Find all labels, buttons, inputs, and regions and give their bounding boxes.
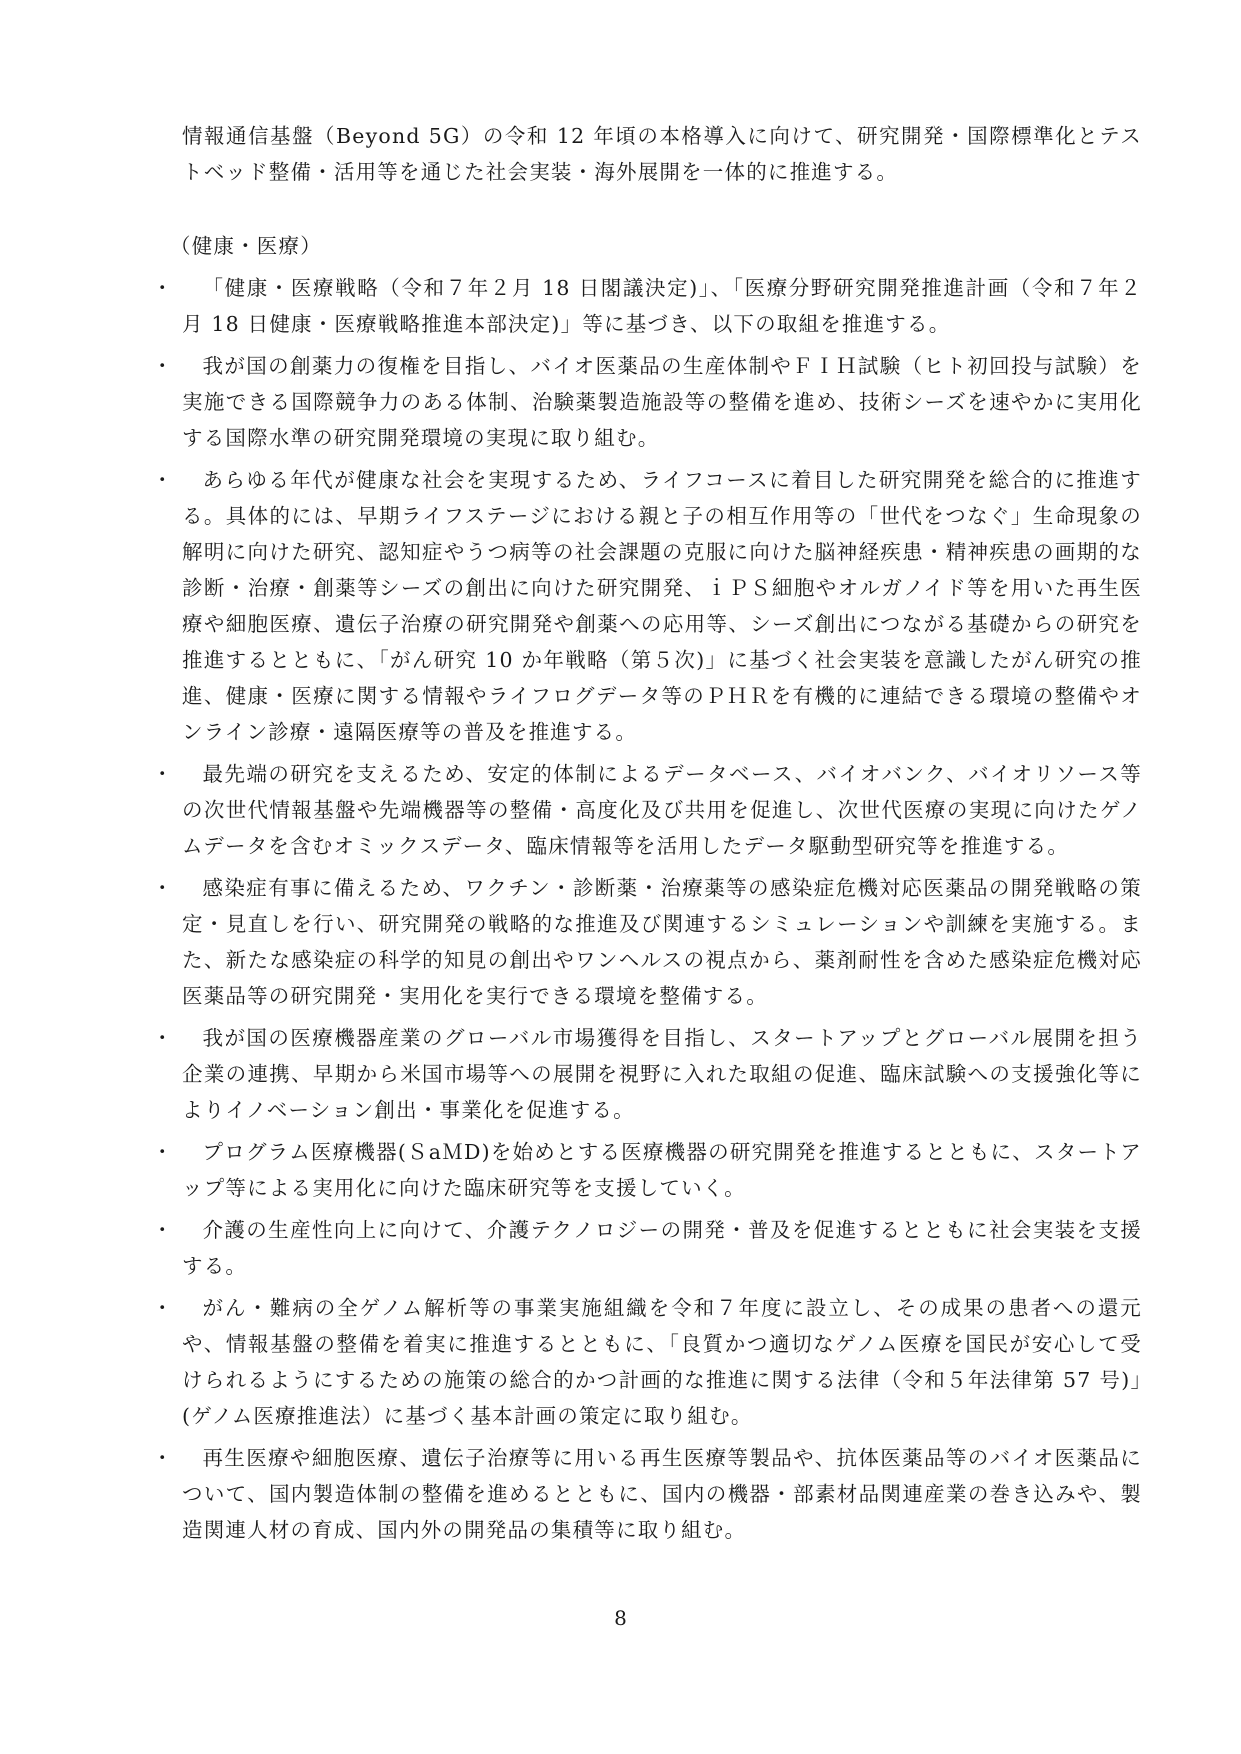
list-item <box>152 756 1142 864</box>
list-item-text: 我が国の医療機器産業のグローバル市場獲得を目指し、スタートアップとグローバル展開を担う企業の連携、早期から米国市場等への展開を視野に入れた取組の促進、臨床試験への支援強化等によりイノベーション創出・事業化を促進する。 <box>182 1026 1142 1122</box>
bullet-marker: ・ <box>152 1446 173 1470</box>
list-item <box>152 1440 1142 1548</box>
list-item-text: がん・難病の全ゲノム解析等の事業実施組織を令和７年度に設立し、その成果の患者への還元や、情報基盤の整備を着実に推進するとともに、「良質かつ適切なゲノム医療を国民が安心して受けられるようにするための施策の総合的かつ計画的な推進に関する法律（令和５年法律第 57 号)」(ゲノム医療推進法）に基づく基本計画の策定に取り組む。 <box>182 1296 1142 1428</box>
bullet-marker: ・ <box>152 276 173 300</box>
list-item <box>152 1290 1142 1434</box>
list-item <box>152 348 1142 456</box>
bullet-marker: ・ <box>152 354 173 378</box>
list-item <box>152 1212 1142 1284</box>
list-item-text: 我が国の創薬力の復権を目指し、バイオ医薬品の生産体制やＦＩＨ試験（ヒト初回投与試験）を実施できる国際競争力のある体制、治験薬製造施設等の整備を進め、技術シーズを速やかに実用化する国際水準の研究開発環境の実現に取り組む。 <box>182 354 1142 450</box>
bullet-marker: ・ <box>152 468 173 492</box>
bullet-marker: ・ <box>152 1026 173 1050</box>
list-item-text: プログラム医療機器(ＳaＭD)を始めとする医療機器の研究開発を推進するとともに、スタートアップ等による実用化に向けた臨床研究等を支援していく。 <box>182 1140 1142 1200</box>
list-item-text: 再生医療や細胞医療、遺伝子治療等に用いる再生医療等製品や、抗体医薬品等のバイオ医薬品について、国内製造体制の整備を進めるとともに、国内の機器・部素材品関連産業の巻き込みや、製造関連人材の育成、国内外の開発品の集積等に取り組む。 <box>182 1446 1142 1542</box>
bullet-marker: ・ <box>152 1218 173 1242</box>
list-item <box>152 1020 1142 1128</box>
bullet-list <box>152 270 1142 1554</box>
list-item-text: 介護の生産性向上に向けて、介護テクノロジーの開発・普及を促進するとともに社会実装を支援する。 <box>182 1218 1142 1278</box>
list-item-text: 感染症有事に備えるため、ワクチン・診断薬・治療薬等の感染症危機対応医薬品の開発戦略の策定・見直しを行い、研究開発の戦略的な推進及び関連するシミュレーションや訓練を実施する。また、新たな感染症の科学的知見の創出やワンヘルスの視点から、薬剤耐性を含めた感染症危機対応医薬品等の研究開発・実用化を実行できる環境を整備する。 <box>182 876 1142 1008</box>
list-item <box>152 462 1142 750</box>
list-item-text: 「健康・医療戦略（令和７年２月 18 日閣議決定)」、「医療分野研究開発推進計画（令和７年２月 18 日健康・医療戦略推進本部決定)」等に基づき、以下の取組を推進する。 <box>182 276 1142 336</box>
list-item <box>152 870 1142 1014</box>
section-heading: （健康・医療） <box>170 234 322 258</box>
bullet-marker: ・ <box>152 1140 173 1164</box>
intro-paragraph: 情報通信基盤（Beyond 5G）の令和 12 年頃の本格導入に向けて、研究開発・国際標準化とテストベッド整備・活用等を通じた社会実装・海外展開を一体的に推進する。 <box>182 124 1142 184</box>
list-item <box>152 1134 1142 1206</box>
bullet-marker: ・ <box>152 876 173 900</box>
bullet-marker: ・ <box>152 1296 173 1320</box>
list-item-text: あらゆる年代が健康な社会を実現するため、ライフコースに着目した研究開発を総合的に推進する。具体的には、早期ライフステージにおける親と子の相互作用等の「世代をつなぐ」生命現象の解明に向けた研究、認知症やうつ病等の社会課題の克服に向けた脳神経疾患・精神疾患の画期的な診断・治療・創薬等シーズの創出に向けた研究開発、ｉＰＳ細胞やオルガノイド等を用いた再生医療や細胞医療、遺伝子治療の研究開発や創薬への応用等、シーズ創出につながる基礎からの研究を推進するとともに、「がん研究 10 か年戦略（第５次)」に基づく社会実装を意識したがん研究の推進、健康・医療に関する情報やライフログデータ等のＰＨＲを有機的に連結できる環境の整備やオンライン診療・遠隔医療等の普及を推進する。 <box>182 468 1142 744</box>
page-number: 8 <box>614 1606 627 1630</box>
list-item-text: 最先端の研究を支えるため、安定的体制によるデータベース、バイオバンク、バイオリソース等の次世代情報基盤や先端機器等の整備・高度化及び共用を促進し、次世代医療の実現に向けたゲノムデータを含むオミックスデータ、臨床情報等を活用したデータ駆動型研究等を推進する。 <box>182 762 1142 858</box>
list-item <box>152 270 1142 342</box>
bullet-marker: ・ <box>152 762 173 786</box>
